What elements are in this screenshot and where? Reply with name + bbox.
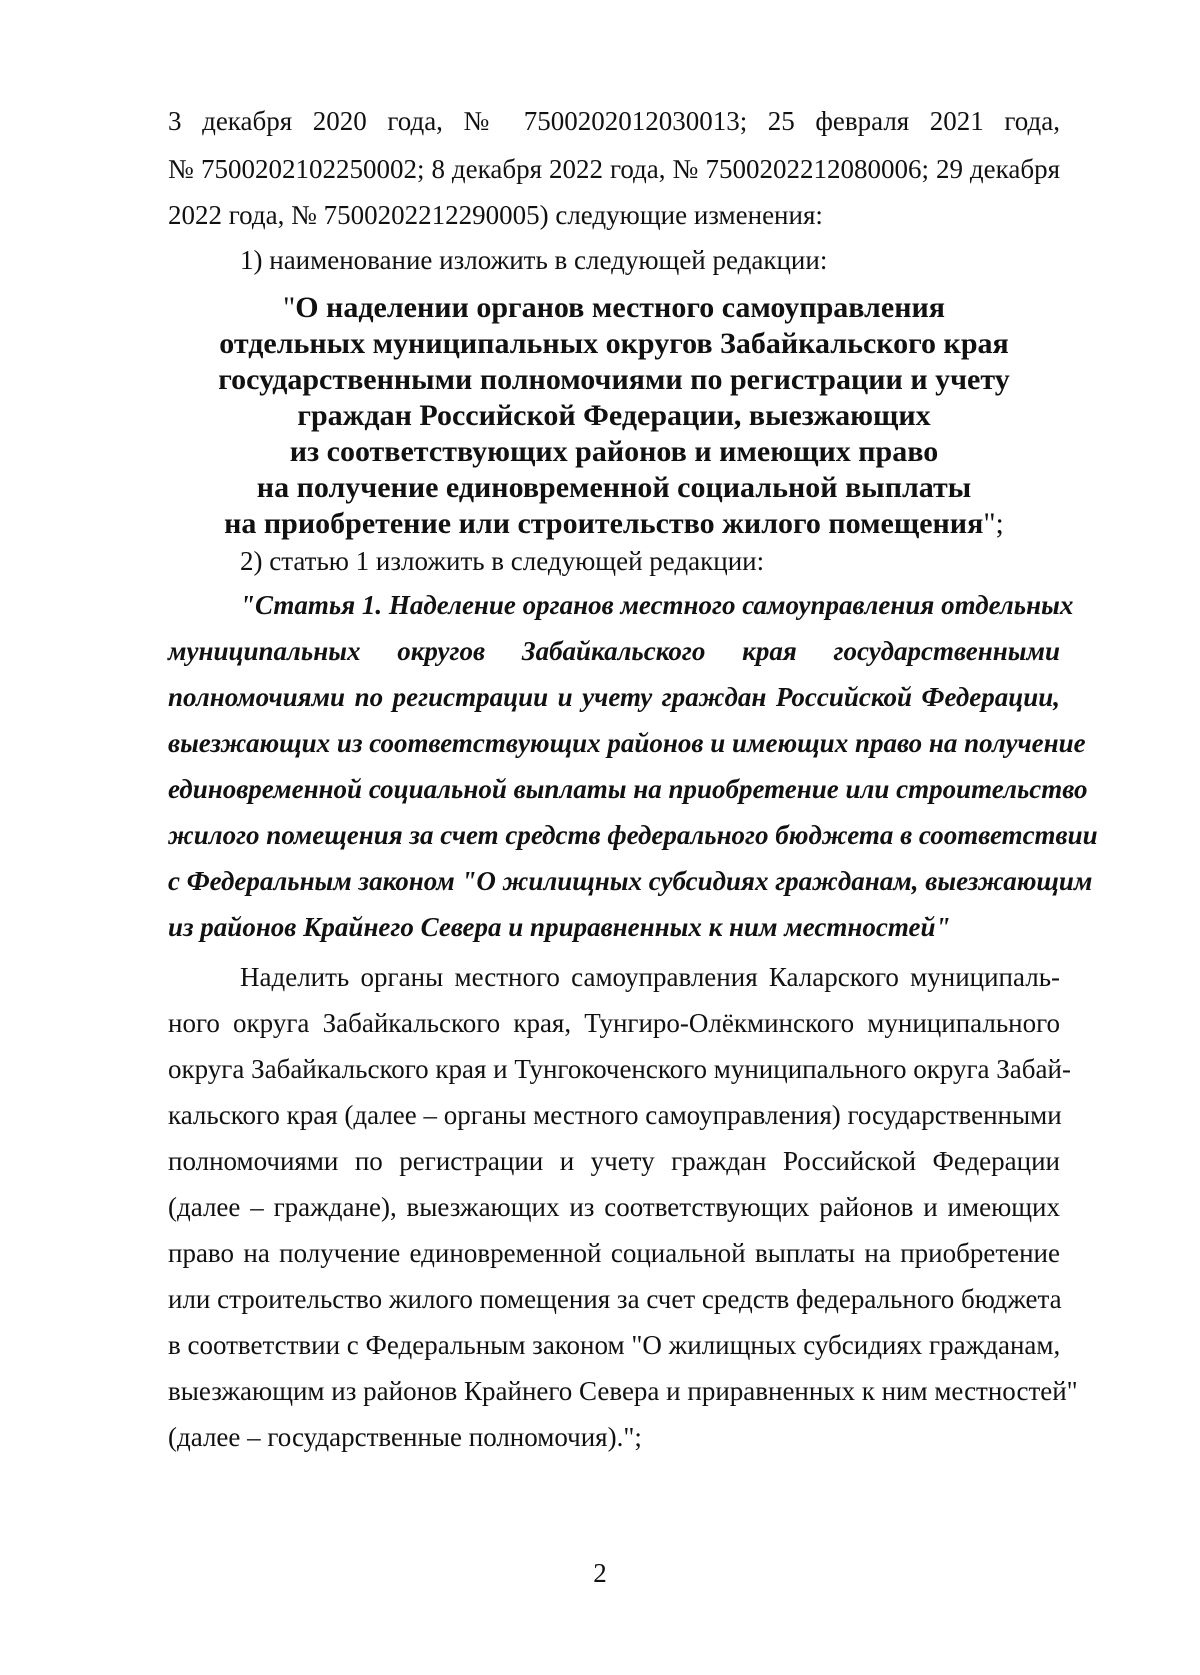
article-line-5: единовременной социальной выплаты на приобретение или строительство [168, 774, 1088, 804]
title-line-1 [168, 290, 1060, 326]
body-line-11: (далее – государственные полномочия)."; [168, 1422, 642, 1452]
body-line-6: (далее – граждане), выезжающих из соответствующих районов и имеющих [168, 1192, 1060, 1222]
body-line-7: право на получение единовременной социальной выплаты на приобретение [168, 1238, 1060, 1268]
article-line-2: муниципальных округов Забайкальского края государственными [168, 636, 1060, 666]
body-line-8: или строительство жилого помещения за счет средств федерального бюджета [168, 1284, 1062, 1314]
title-line-1-text: О наделении органов местного самоуправления [295, 291, 946, 324]
body-line-5: полномочиями по регистрации и учету граждан Российской Федерации [168, 1146, 1060, 1176]
title-line-5: из соответствующих районов и имеющих право [289, 435, 939, 468]
title-close-quote: "; [983, 507, 1004, 540]
article-line-4: выезжающих из соответствующих районов и имеющих право на получение [168, 728, 1086, 758]
article-line-1: "Статья 1. Наделение органов местного самоуправления отдельных [240, 590, 1074, 620]
page-number: 2 [593, 1558, 607, 1588]
body-line-10: выезжающим из районов Крайнего Севера и приравненных к ним местностей" [168, 1376, 1078, 1406]
body-line-1: Наделить органы местного самоуправления Каларского муниципаль- [240, 962, 1060, 992]
title-line-7 [168, 506, 1060, 542]
body-line-2: ного округа Забайкальского края, Тунгиро-Олёкминского муниципального [168, 1008, 1060, 1038]
title-open-quote: " [282, 291, 296, 324]
title-line-7-text: на приобретение или строительство жилого помещения [224, 507, 984, 540]
article-line-3: полномочиями по регистрации и учету граждан Российской Федерации, [168, 682, 1060, 712]
title-line-6: на получение единовременной социальной выплаты [256, 471, 972, 504]
item-2-text: 2) статью 1 изложить в следующей редакции: [240, 546, 765, 576]
body-line-4: кальского края (далее – органы местного самоуправления) государственными [168, 1100, 1062, 1130]
intro-line-2: № 7500202102250002; 8 декабря 2022 года, № 7500202212080006; 29 декабря [168, 154, 1060, 184]
intro-line-1: 3 декабря 2020 года, № 7500202012030013; 25 февраля 2021 года, [168, 106, 1060, 136]
title-line-3: государственными полномочиями по регистрации и учету [218, 363, 1010, 396]
title-line-4: граждан Российской Федерации, выезжающих [297, 399, 931, 432]
body-line-9: в соответствии с Федеральным законом "О жилищных субсидиях гражданам, [168, 1330, 1061, 1360]
article-line-6: жилого помещения за счет средств федерального бюджета в соответствии [168, 820, 1098, 850]
body-line-3: округа Забайкальского края и Тунгокоченского муниципального округа Забай- [168, 1054, 1071, 1084]
article-line-8: из районов Крайнего Севера и приравненных к ним местностей" [168, 912, 951, 942]
title-line-2: отдельных муниципальных округов Забайкальского края [219, 327, 1009, 360]
intro-line-3: 2022 года, № 7500202212290005) следующие изменения: [168, 200, 823, 230]
article-line-7: с Федеральным законом "О жилищных субсидиях гражданам, выезжающим [168, 866, 1093, 896]
item-1-text: 1) наименование изложить в следующей редакции: [240, 245, 828, 275]
